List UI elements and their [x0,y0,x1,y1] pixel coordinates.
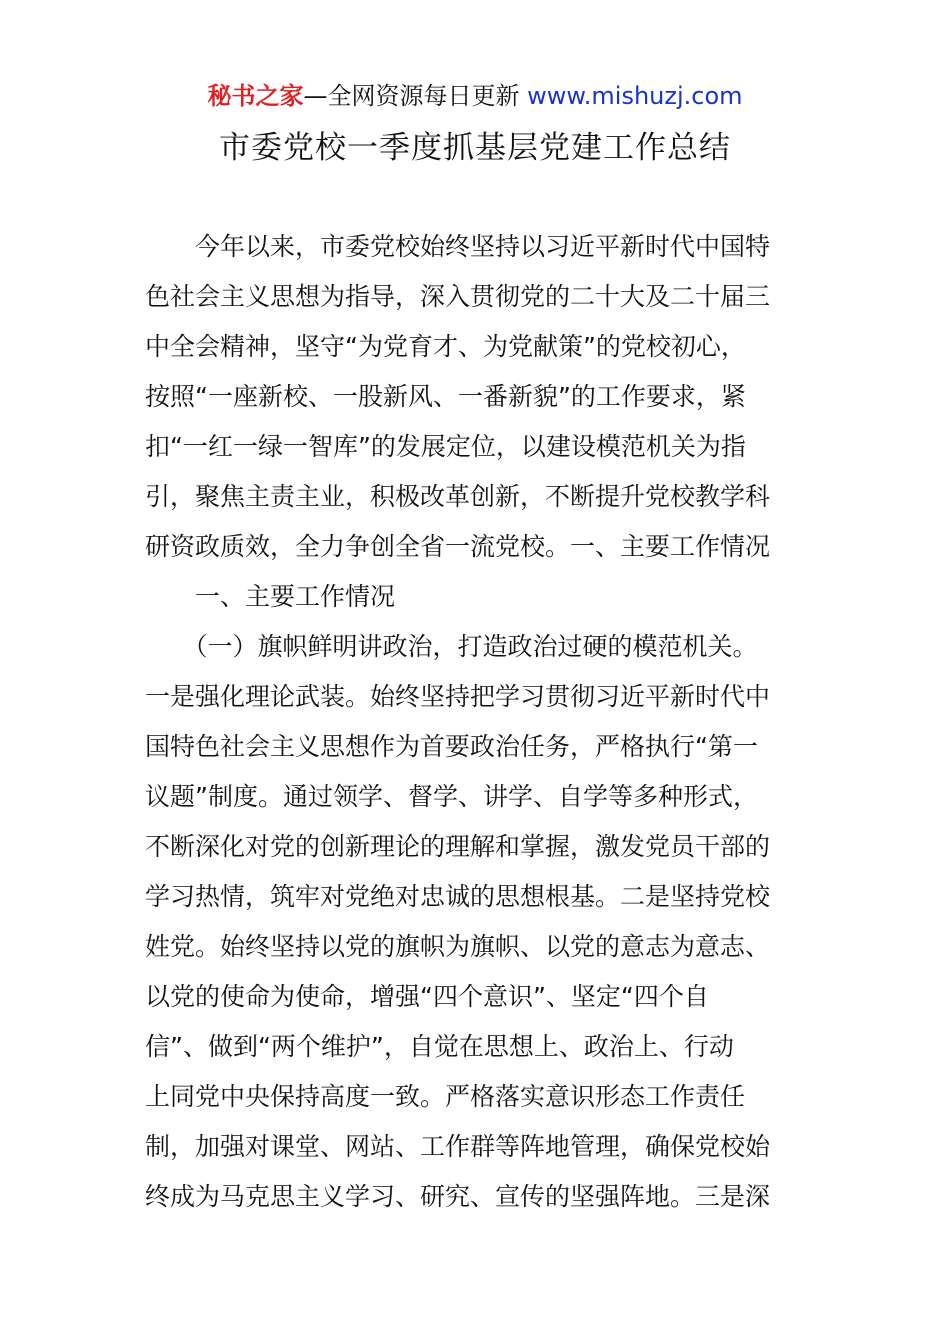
body-line: 研资政质效，全力争创全省一流党校。一、主要工作情况 [145,532,771,561]
body-line: 制，加强对课堂、网站、工作群等阵地管理，确保党校始 [145,1132,771,1161]
body-line: 按照“一座新校、一股新风、一番新貌”的工作要求，紧 [145,382,746,411]
site-header [0,80,950,112]
body-line: 扣“一红一绿一智库”的发展定位，以建设模范机关为指 [145,432,746,461]
body-line: 色社会主义思想为指导，深入贯彻党的二十大及二十届三 [145,282,771,311]
body-line: 中全会精神，坚守“为党育才、为党献策”的党校初心， [145,332,746,361]
body-line: 上同党中央保持高度一致。严格落实意识形态工作责任 [145,1082,746,1111]
body-line: 国特色社会主义思想作为首要政治任务，严格执行“第一 [145,732,758,761]
site-url-link[interactable]: www.mishuzj.com [527,82,743,110]
body-line: 信”、做到“两个维护”，自觉在思想上、政治上、行动 [145,1032,734,1061]
site-brand: 秘书之家 [207,82,304,110]
body-line: 终成为马克思主义学习、研究、宣传的坚强阵地。三是深 [145,1182,771,1211]
body-line: 以党的使命为使命，增强“四个意识”、坚定“四个自 [145,982,709,1011]
body-line: 一是强化理论武装。始终坚持把学习贯彻习近平新时代中 [145,682,771,711]
document-body [145,222,815,1222]
subsection-heading: （一）旗帜鲜明讲政治，打造政治过硬的模范机关。 [145,632,758,661]
body-line: 学习热情，筑牢对党绝对忠诚的思想根基。二是坚持党校 [145,882,771,911]
site-tagline: —全网资源每日更新 [303,82,528,110]
body-line: 今年以来，市委党校始终坚持以习近平新时代中国特 [145,232,771,261]
section-heading: 一、主要工作情况 [145,582,396,611]
body-line: 议题”制度。通过领学、督学、讲学、自学等多种形式， [145,782,758,811]
body-line: 不断深化对党的创新理论的理解和掌握，激发党员干部的 [145,832,771,861]
body-line: 姓党。始终坚持以党的旗帜为旗帜、以党的意志为意志、 [145,932,771,961]
body-line: 引，聚焦主责主业，积极改革创新，不断提升党校教学科 [145,482,771,511]
document-title: 市委党校一季度抓基层党建工作总结 [219,130,731,166]
